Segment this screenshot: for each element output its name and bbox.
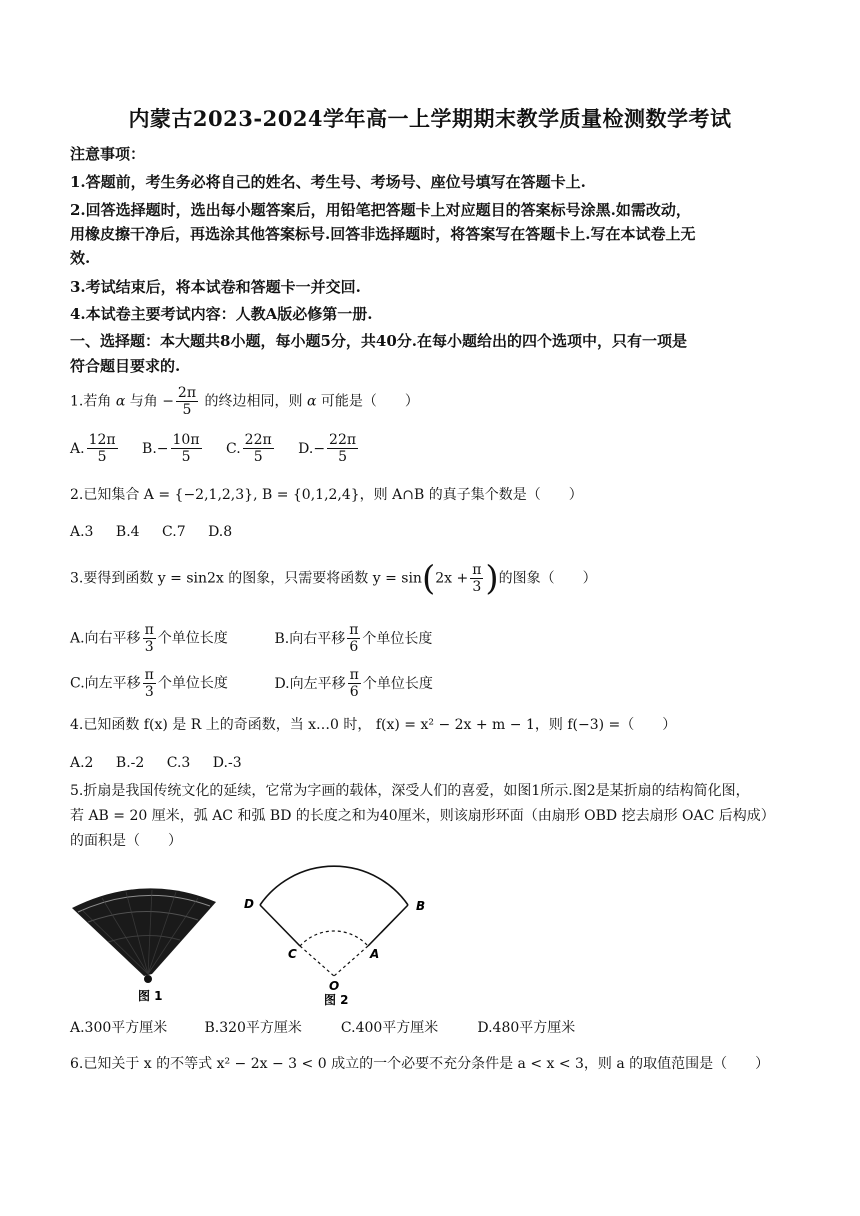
question-6: 6.已知关于 x 的不等式 x² − 2x − 3 < 0 成立的一个必要不充分条件是 a < x < 3，则 a 的取值范围是（ ） bbox=[70, 1056, 770, 1072]
q5-options bbox=[70, 1017, 800, 1039]
notice-item-3: 3.考试结束后，将本试卷和答题卡一并交回. bbox=[70, 278, 361, 296]
q3-option-c[interactable]: C.向左平移 $\frac{\pi}{3}$ 个单位长度 bbox=[70, 667, 228, 700]
figure-1-fan bbox=[68, 862, 228, 1012]
fan-structure-diagram bbox=[236, 858, 436, 1008]
notice-item-2: 2.回答选择题时，选出每小题答案后，用铅笔把答题卡上对应题目的答案标号涂黑.如需改动， bbox=[70, 201, 691, 219]
label-a: A bbox=[370, 947, 380, 961]
q4-option-d[interactable]: D.-3 bbox=[212, 755, 242, 771]
q4-options bbox=[70, 752, 800, 774]
q1-neg: − bbox=[162, 393, 174, 410]
q1-option-b[interactable]: B.− $\frac{10\pi}{5}$ bbox=[142, 432, 200, 465]
label-d: D bbox=[244, 897, 254, 911]
q4-option-b[interactable]: B.-2 bbox=[115, 755, 145, 771]
q3-paren-open: ( bbox=[421, 558, 436, 599]
figure-1-caption: 图 1 bbox=[138, 989, 163, 1003]
q3-inner: 2x + bbox=[435, 570, 469, 587]
q3-options-row1 bbox=[70, 622, 800, 655]
q4-option-c[interactable]: C.3 bbox=[166, 755, 191, 771]
page-title: 内蒙古2023-2024学年高一上学期期末教学质量检测数学考试 bbox=[128, 106, 732, 131]
notice-heading: 注意事项： bbox=[70, 145, 146, 163]
question-5-line3: 的面积是（ ） bbox=[70, 833, 182, 849]
fan-illustration bbox=[68, 862, 228, 1012]
question-1 bbox=[70, 385, 800, 418]
question-5-line2: 若 AB = 20 厘米，弧 AC 和弧 BD 的长度之和为40厘米，则该扇形环面（由扇形 OBD 挖去扇形 OAC 后构成） bbox=[70, 808, 775, 824]
q1-alpha-2: α bbox=[306, 393, 317, 410]
q1-stem-c: 的终边相同，则 bbox=[204, 393, 303, 410]
q5-option-c[interactable]: C.400平方厘米 bbox=[340, 1020, 439, 1036]
notice-item-2-cont: 用橡皮擦干净后，再选涂其他答案标号.回答非选择题时，将答案写在答题卡上.写在本试卷上无 bbox=[70, 225, 696, 243]
label-c: C bbox=[288, 947, 297, 961]
q3-option-a[interactable]: A.向右平移 $\frac{\pi}{3}$ 个单位长度 bbox=[70, 622, 228, 655]
q1-stem-a: 1.若角 bbox=[70, 393, 112, 410]
q5-option-d[interactable]: D.480平方厘米 bbox=[477, 1020, 576, 1036]
figure-2-diagram bbox=[236, 858, 436, 1008]
q1-option-a[interactable]: A. $\frac{12\pi}{5}$ bbox=[70, 432, 116, 465]
figure-2-caption: 图 2 bbox=[324, 993, 349, 1007]
notice-item-2-end: 效. bbox=[70, 249, 91, 267]
question-5-line1: 5.折扇是我国传统文化的延续，它常为字画的载体，深受人们的喜爱，如图1所示.图2是某折扇的结构简化图， bbox=[70, 783, 750, 799]
q3-stem-b: 的图象（ ） bbox=[498, 570, 597, 587]
q5-option-a[interactable]: A.300平方厘米 bbox=[70, 1020, 168, 1036]
q3-options-row2 bbox=[70, 667, 800, 700]
q2-option-d[interactable]: D.8 bbox=[208, 524, 233, 540]
section-heading: 一、选择题：本大题共8小题，每小题5分，共40分.在每小题给出的四个选项中，只有一项是 bbox=[70, 332, 687, 350]
q3-fraction: $\frac{\pi}{3}$ bbox=[472, 562, 482, 595]
q1-stem-b: 与角 bbox=[129, 393, 158, 410]
q2-options bbox=[70, 521, 800, 543]
q2-option-c[interactable]: C.7 bbox=[162, 524, 186, 540]
label-o: O bbox=[329, 979, 340, 993]
q1-option-c[interactable]: C. $\frac{22\pi}{5}$ bbox=[225, 432, 272, 465]
notice-item-4: 4.本试卷主要考试内容：人教A版必修第一册. bbox=[70, 305, 373, 323]
question-4: 4.已知函数 f(x) 是 R 上的奇函数，当 x…0 时， f(x) = x² − 2x + m − 1，则 f(−3) =（ ） bbox=[70, 717, 677, 733]
q5-option-b[interactable]: B.320平方厘米 bbox=[204, 1020, 302, 1036]
q1-alpha: α bbox=[115, 393, 126, 410]
question-3 bbox=[70, 558, 800, 599]
q2-option-b[interactable]: B.4 bbox=[115, 524, 140, 540]
q1-fraction: $\frac{2\pi}{5}$ bbox=[177, 385, 197, 418]
q3-option-b[interactable]: B.向右平移 $\frac{\pi}{6}$ 个单位长度 bbox=[274, 622, 433, 655]
label-b: B bbox=[416, 899, 426, 913]
q2-option-a[interactable]: A.3 bbox=[70, 524, 94, 540]
notice-item-1: 1.答题前，考生务必将自己的姓名、考生号、考场号、座位号填写在答题卡上. bbox=[70, 173, 586, 191]
q3-stem-a: 3.要得到函数 y = sin2x 的图象，只需要将函数 y = sin bbox=[70, 570, 422, 587]
q3-paren-close: ) bbox=[485, 558, 499, 599]
q1-option-d[interactable]: D.− $\frac{22\pi}{5}$ bbox=[298, 432, 357, 465]
section-heading-cont: 符合题目要求的. bbox=[70, 357, 181, 375]
q1-options bbox=[70, 432, 800, 465]
q3-option-d[interactable]: D.向左平移 $\frac{\pi}{6}$ 个单位长度 bbox=[274, 667, 433, 700]
q1-stem-d: 可能是（ ） bbox=[320, 393, 419, 410]
question-2: 2.已知集合 A = {−2,1,2,3}, B = {0,1,2,4}，则 A∩B 的真子集个数是（ ） bbox=[70, 487, 583, 503]
q4-option-a[interactable]: A.2 bbox=[70, 755, 94, 771]
